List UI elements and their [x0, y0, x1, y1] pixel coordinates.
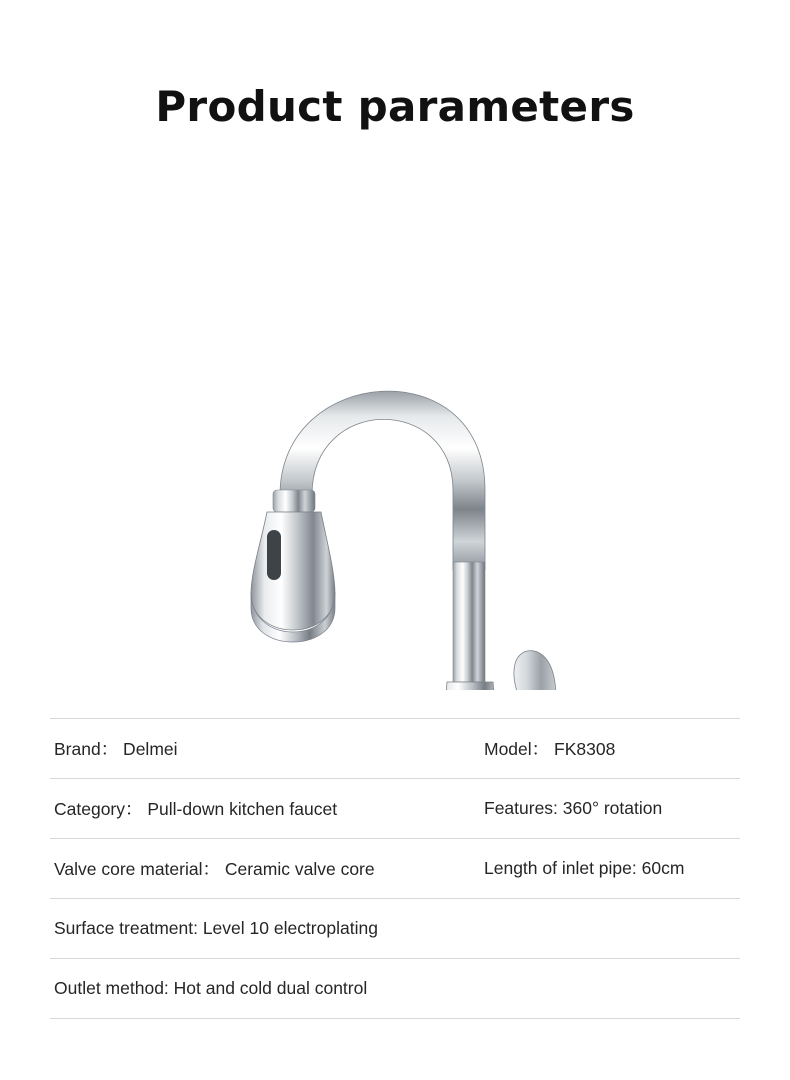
spec-outlet-method: Outlet method: Hot and cold dual control [54, 978, 368, 998]
table-row [50, 779, 740, 839]
spec-features: Features: 360° rotation [484, 798, 663, 818]
spec-model: Model： FK8308 [484, 739, 616, 759]
faucet-collar [273, 490, 315, 512]
spec-valve-core-material: Valve core material： Ceramic valve core [54, 859, 375, 879]
faucet-body [433, 682, 507, 690]
spec-surface-treatment: Surface treatment: Level 10 electroplating [54, 918, 378, 938]
table-row [50, 899, 740, 959]
spec-table [50, 718, 740, 1019]
table-row [50, 719, 740, 779]
spec-category: Category： Pull-down kitchen faucet [54, 799, 338, 819]
faucet-illustration [185, 190, 605, 690]
faucet-handle [497, 651, 556, 690]
faucet-spray-head [251, 512, 335, 630]
table-row [50, 959, 740, 1019]
spec-inlet-pipe-length: Length of inlet pipe: 60cm [484, 858, 685, 878]
page-title: Product parameters [155, 82, 635, 131]
product-image [0, 190, 790, 700]
spray-mode-button [267, 530, 281, 580]
spec-brand: Brand： Delmei [54, 739, 178, 759]
table-row [50, 839, 740, 899]
faucet-column [453, 562, 485, 682]
